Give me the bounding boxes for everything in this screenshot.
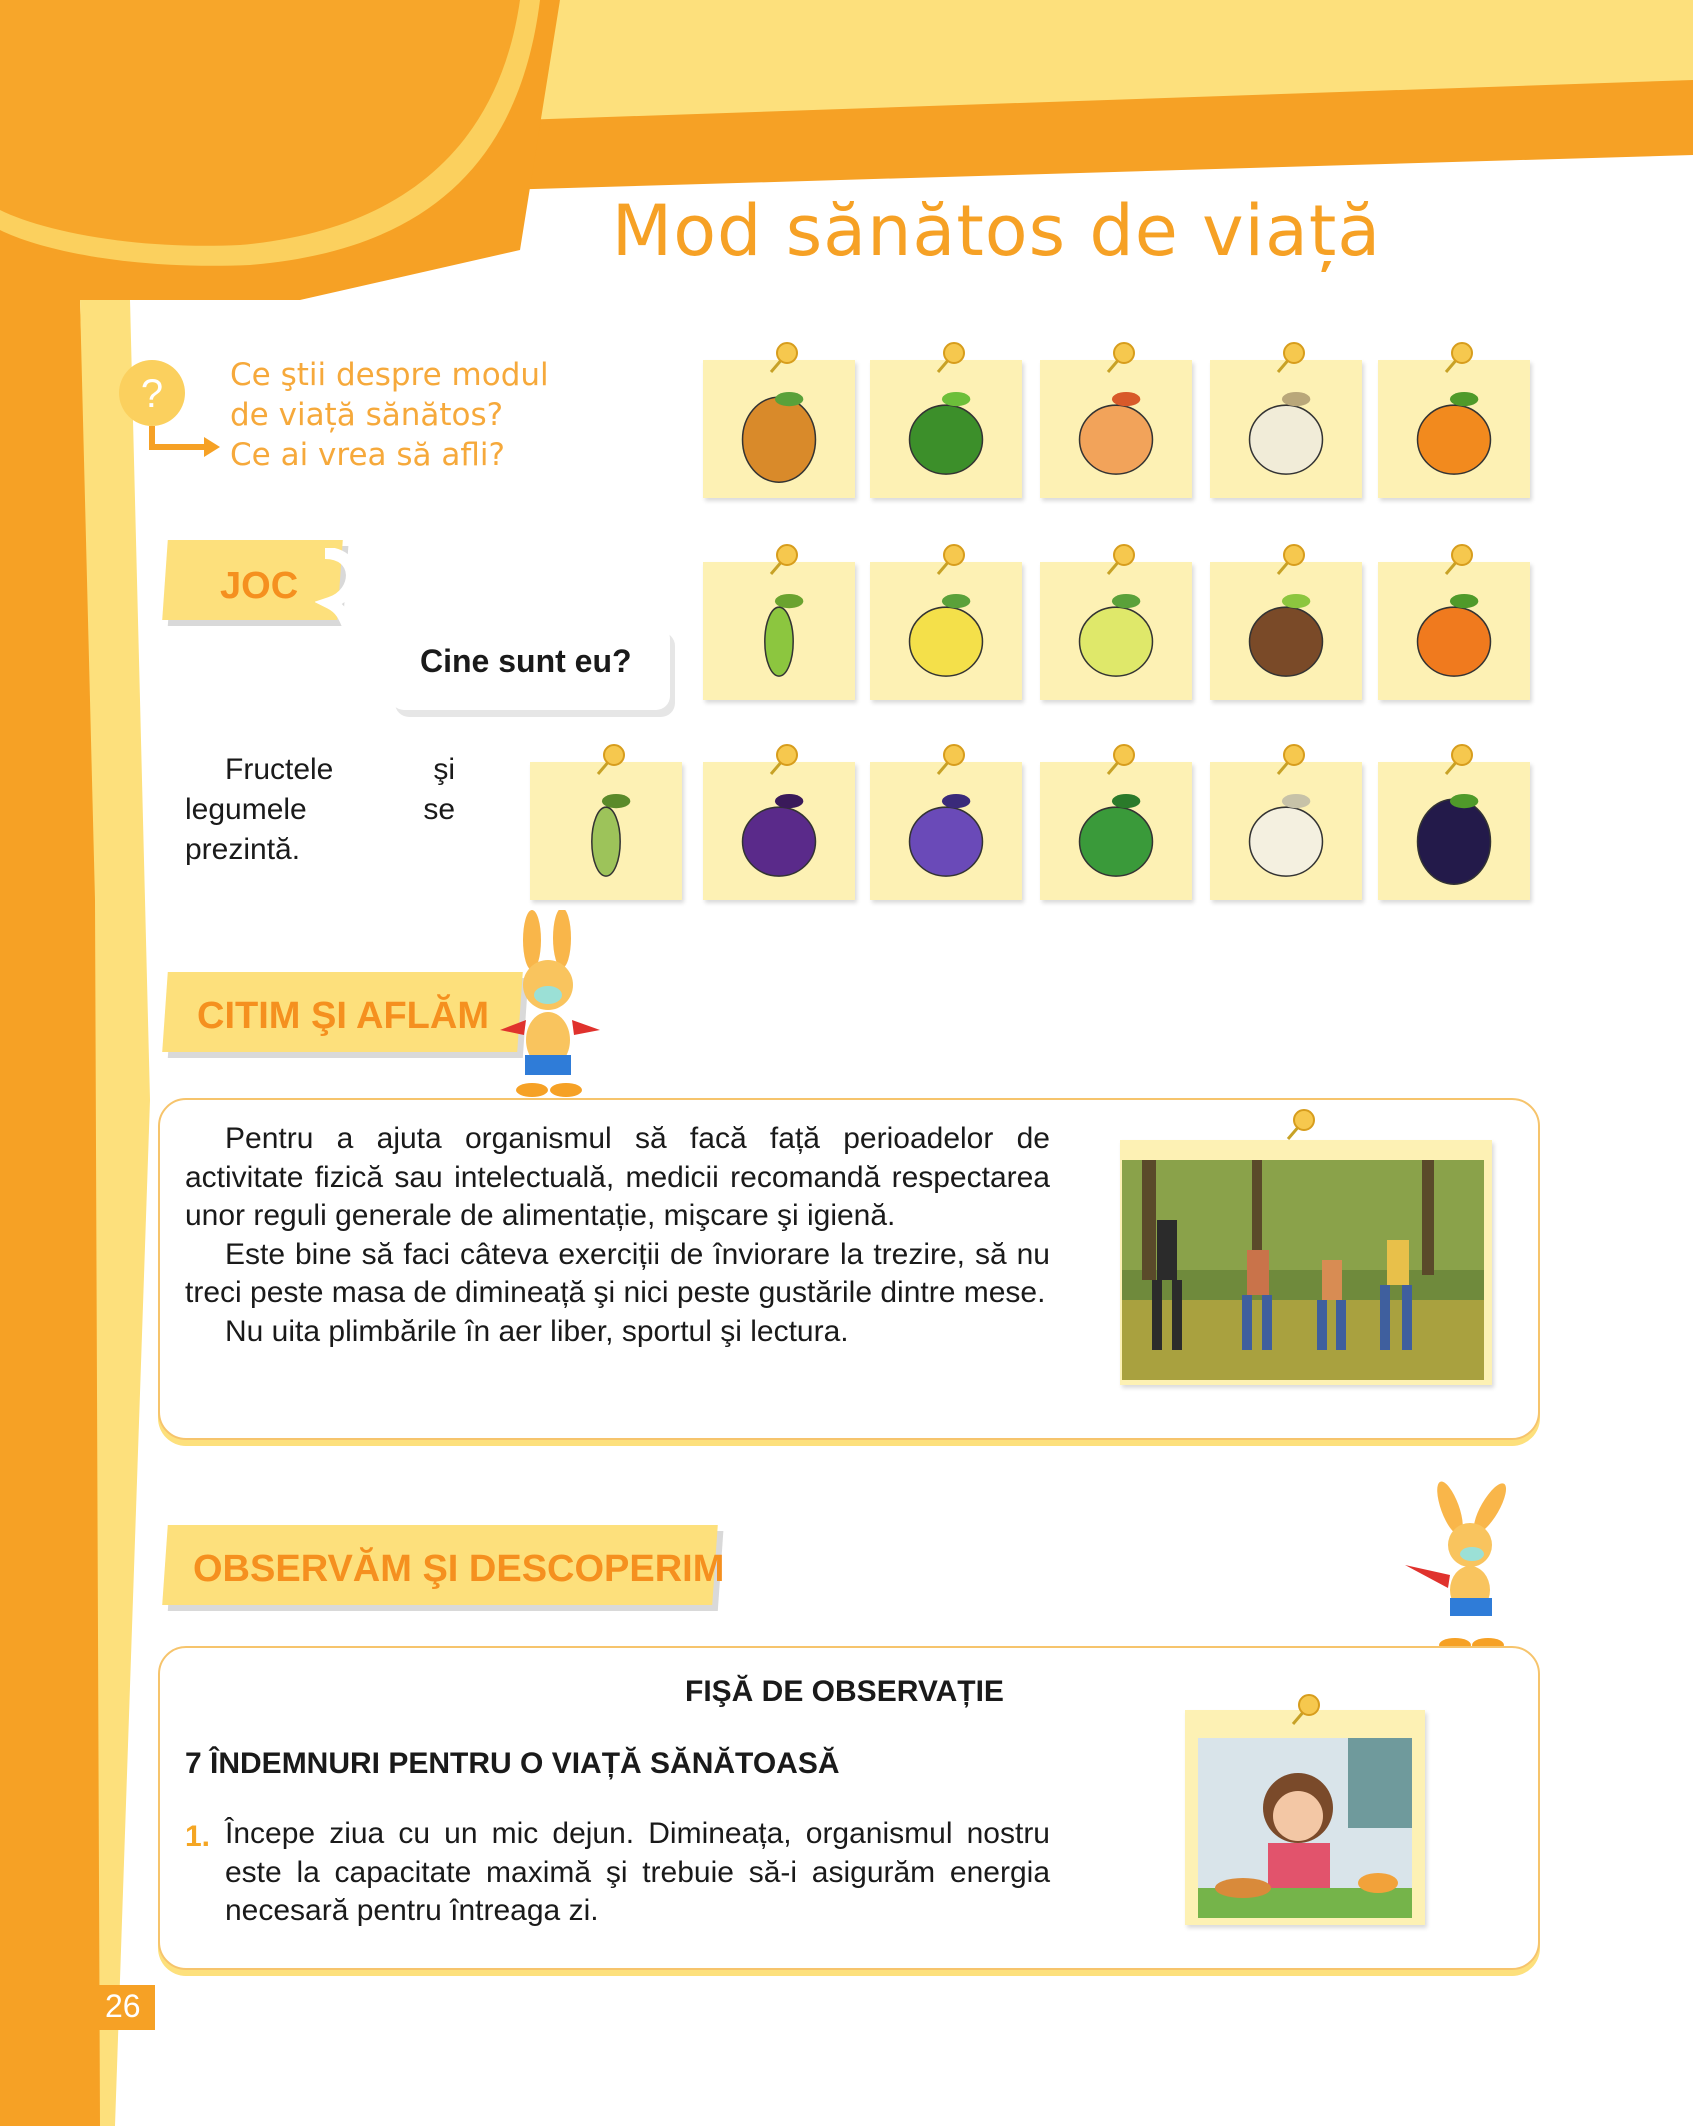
question-line: de viață sănătos? xyxy=(230,397,504,433)
paragraph: Este bine să faci câteva exerciții de înviorare la trezire, să nu treci peste masa de dimineață şi nici peste gustările dintre mese. xyxy=(185,1237,1050,1309)
push-pin-icon xyxy=(763,540,803,580)
push-pin-icon xyxy=(1438,540,1478,580)
breakfast-photo xyxy=(1198,1738,1412,1918)
push-pin-icon xyxy=(930,540,970,580)
fisa-subtitle: 7 ÎNDEMNURI PENTRU O VIAȚĂ SĂNĂTOASĂ xyxy=(185,1747,840,1780)
joc-description: Fructele şi legumele se prezintă. xyxy=(185,753,455,866)
rabbit-mascot-icon xyxy=(1400,1480,1530,1655)
paragraph: Pentru a ajuta organismul să facă față perioadelor de activitate fizică sau intelectuală, medicii recomandă respectarea unor reguli generale de alimentație, mişcare şi igienă. xyxy=(185,1122,1050,1232)
rabbit-mascot-icon xyxy=(490,910,615,1100)
push-pin-icon xyxy=(1438,338,1478,378)
onion-icon xyxy=(1040,360,1192,498)
list-number: 1. xyxy=(185,1820,211,1853)
push-pin-icon xyxy=(1100,540,1140,580)
citim-label: CITIM ŞI AFLĂM xyxy=(197,995,489,1037)
push-pin-icon xyxy=(1285,1690,1325,1730)
garlic-icon xyxy=(1210,762,1362,900)
kiwi-icon xyxy=(1210,562,1362,700)
eggplant-icon xyxy=(1378,762,1530,900)
push-pin-icon xyxy=(1270,740,1310,780)
exercise-photo xyxy=(1122,1160,1484,1380)
plum-icon xyxy=(870,762,1022,900)
dill-icon xyxy=(530,762,682,900)
push-pin-icon xyxy=(590,740,630,780)
quince-icon xyxy=(870,562,1022,700)
joc-label: JOC xyxy=(220,565,299,607)
push-pin-icon xyxy=(1270,338,1310,378)
fisa-title: FIŞĂ DE OBSERVAȚIE xyxy=(685,1675,1004,1708)
question-line: Ce ai vrea să afli? xyxy=(230,437,505,473)
push-pin-icon xyxy=(763,740,803,780)
push-pin-icon xyxy=(1270,540,1310,580)
pumpkin-icon xyxy=(1378,360,1530,498)
intro-questions xyxy=(230,355,549,475)
svg-text:?: ? xyxy=(140,372,164,416)
push-pin-icon xyxy=(930,740,970,780)
push-pin-icon xyxy=(1280,1105,1320,1145)
page-title: Mod sănătos de viață xyxy=(611,190,1382,272)
page-number: 26 xyxy=(105,1988,141,2024)
question-mark-icon xyxy=(112,355,222,465)
green-bean-icon xyxy=(703,562,855,700)
push-pin-icon xyxy=(763,338,803,378)
tangerine-icon xyxy=(1378,562,1530,700)
mushroom-icon xyxy=(1210,360,1362,498)
broccoli-icon xyxy=(870,360,1022,498)
speech-connector-icon xyxy=(315,548,375,648)
pear-icon xyxy=(1040,562,1192,700)
observam-label: OBSERVĂM ŞI DESCOPERIM xyxy=(193,1548,725,1590)
speech-bubble-text: Cine sunt eu? xyxy=(420,643,632,679)
push-pin-icon xyxy=(1438,740,1478,780)
push-pin-icon xyxy=(930,338,970,378)
spinach-icon xyxy=(1040,762,1192,900)
paragraph: Nu uita plimbările în aer liber, sportul şi lectura. xyxy=(225,1314,849,1348)
question-line: Ce ştii despre modul xyxy=(230,357,549,393)
blackberry-icon xyxy=(703,762,855,900)
list-item-text: Începe ziua cu un mic dejun. Dimineața, organismul nostru este la capacitate maximă şi trebuie să-i asigurăm energia necesară pentru întreaga zi. xyxy=(225,1817,1050,1927)
pineapple-icon xyxy=(703,360,855,498)
push-pin-icon xyxy=(1100,740,1140,780)
push-pin-icon xyxy=(1100,338,1140,378)
citim-paragraphs xyxy=(185,1120,1050,1351)
